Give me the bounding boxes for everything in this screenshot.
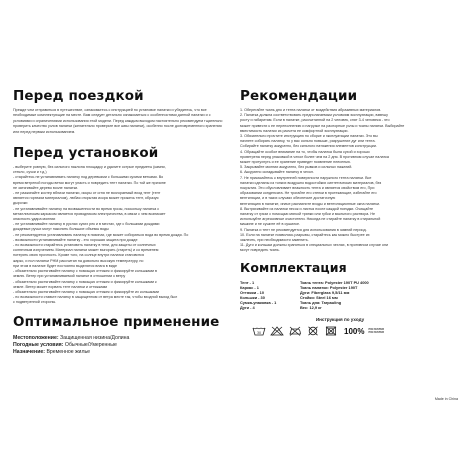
usage-value: Защищенная низина/Долина xyxy=(60,334,130,341)
text-line: вентиляцию в палатке, иначе распахните входы и вентиляционные окна палатки. xyxy=(240,201,381,206)
text-line: - не рекомендуется устанавливать палатку в низинах, где может собираться вода во время дождя. По xyxy=(13,232,189,237)
text-line: Кольшки - 30 xyxy=(240,294,265,300)
text-line: при этом в палатке будет постоянно выделятся влага в виде xyxy=(13,263,118,268)
text-line: 2. Палатка должна соответствовать предполагаемым условиям эксплуатации, взвешу xyxy=(240,113,388,118)
text-line: машине и не сушите её в сушилке. xyxy=(240,222,301,227)
text-line: Собирайте палатку аккуратно, без сильного натяжения элементов конструкции. xyxy=(240,144,377,149)
wash-30-icon xyxy=(252,326,266,336)
text-line: - не устанавливайте палатку на возвышенности во время грозы, поскольку палатка с xyxy=(13,206,160,211)
material-label xyxy=(368,328,383,334)
text-line: 5. Закрывайте молнии аккуратно, без рывков и сильных нажатий. xyxy=(240,165,353,170)
text-line: время ветреной погоды ветки могут упасть и повредить тент палатки. По той же причине xyxy=(13,180,166,185)
text-line: вместимость палатки из расчета ее комфортной эксплуатации. xyxy=(240,128,349,133)
no-tumble-dry-icon xyxy=(324,326,338,336)
text-line: палатку от грязи с помощью мягкой тряпки или губки и мыльного раствора. Не xyxy=(240,212,376,217)
usage-label: Местоположение: xyxy=(13,334,59,341)
usage-row xyxy=(13,349,225,356)
text-line: 11. Дуги и кольшки должны храниться в специальных чехлах, в противном случае они xyxy=(240,243,389,248)
text-line: 7. Не прикасайтесь к внутренней поверхности наружного тента палатки. Все xyxy=(240,175,372,180)
recommendations-title: Рекомендации xyxy=(240,88,358,104)
text-line: - по возможности старайтесь установить палатку в тени, для защиты от солнечных xyxy=(13,243,156,248)
text-line: заклеить, при необходимости заменить. xyxy=(240,238,309,243)
before-trip-title: Перед поездкой xyxy=(13,88,144,104)
no-dryclean-icon xyxy=(306,326,320,336)
care-icons-row xyxy=(252,326,460,336)
usage-list xyxy=(13,335,225,357)
text-line: - по возможности ставьте палатку в защищенном от ветра месте так, чтобы входной выход был xyxy=(13,295,178,300)
text-line: - не устанавливайте палатку в руслах сухих рек и в местах, где с большими дождями xyxy=(13,222,160,227)
kit-grid xyxy=(240,280,460,311)
text-line: Тент - 1 xyxy=(240,279,255,285)
before-trip-text: Прежде чем отправиться в путешествие, ознакомьтесь с инструкцией по установке палатки и убедитесь, что все необходимые комплектующие на месте. Вам следует детально ознакомиться с особенностями данной палатки и с условиями и ограничениями использования этой модели. Перед каждым выходом настоятельно рекомендуем тщательно проверить качество узлов палатки (желательно проверьте все швы палатки), особенно после долговременного хранения или перед первым использованием. xyxy=(13,108,223,134)
kit-title: Комплектация xyxy=(240,259,347,275)
text-line: Дуги: Fiberglass 9,5/11 мм xyxy=(300,289,350,295)
text-line: солнечным излучением. Материал палатки может выгорать (стареть) и со временем xyxy=(13,248,159,253)
text-line: может привести к ее переполнению и нагрузке на распорные узлы и тканы палатки. Выбирайте xyxy=(240,123,405,128)
text-line: 4. Обращайте особое внимание на то, чтобы палатка была сухой и хорошо xyxy=(240,149,370,154)
text-line: вентиляции, и в таких случаях обеспечьте достаточную xyxy=(240,196,336,201)
text-line: с подветренной стороны. xyxy=(13,300,57,305)
text-line: - старайтесь не устанавливать палатку под деревьями с большими сухими ветками. Во xyxy=(13,175,164,180)
text-line: - не разжигайте костер вблизи палатки, искры от огня не возгораемый вход тент (тент xyxy=(13,191,161,196)
text-line: дырочки xyxy=(13,201,28,206)
text-line: 8. Вытряхивайте из палатки песок и листья после каждой поездки. Очищайте xyxy=(240,206,374,211)
material-percent: 100% xyxy=(344,326,365,336)
text-line: проветрена перед упаковкой в чехол более чем на 2 дня. В противном случае палатка xyxy=(240,154,389,159)
text-line: Ткань дна: Tarpauling xyxy=(300,300,342,306)
before-setup-list xyxy=(13,165,225,305)
right-column xyxy=(240,88,460,336)
text-line: стекло, сучки и т.д.) xyxy=(13,170,47,175)
text-line: опасность удара молнии xyxy=(13,217,56,222)
text-line: - обязательно растягивайте палатку с помощью оттяжек и фиксируйте кольшками к xyxy=(13,279,157,284)
text-line: росту и габаритам. Если в палатке, рассчитанной на 2 человек, спят 3-4 человека - это xyxy=(240,118,390,123)
text-line: палатки сделаны из тонких воздушно водостойких синтетических материалов, без xyxy=(240,180,382,185)
material-line-1: POLYESTER xyxy=(368,328,384,332)
text-line: Ткань палатки: Polyester 190T xyxy=(300,284,358,290)
recommendations-section xyxy=(240,88,460,254)
text-line: Ткань тента: Polyester 190T PU 4000 xyxy=(300,279,369,285)
usage-value: Обычные/Умеренные xyxy=(64,341,117,348)
text-line: земле. Ветер может порвать тент палатки и оттяжками xyxy=(13,284,108,289)
text-line: Каркас - 1 xyxy=(240,284,259,290)
text-line: - обязательно растягивайте палатку с помощью оттяжек и фиксируйте кольшками в xyxy=(13,269,158,274)
text-line: Стойки: Steel 16 мм xyxy=(300,294,338,300)
text-line: металлическим каркасом является проводником электричества, в связи с чем возникает xyxy=(13,211,166,216)
usage-row xyxy=(13,342,225,349)
usage-section xyxy=(13,314,225,357)
text-line: могут повредить ткань. xyxy=(240,248,280,253)
text-line: жарко, и пол палатки РНМ рассчитан на довольно высокую температуру, но xyxy=(13,258,144,263)
text-line: Сумка-упаковка - 1 xyxy=(240,300,277,306)
before-trip-section xyxy=(13,88,225,135)
usage-label: Назначение: xyxy=(13,348,45,355)
care-section xyxy=(240,317,460,336)
text-line: 9. Палатка и тент не рекомендуется для использования в зимний период. xyxy=(240,227,367,232)
text-line: землю. Ветер при устанавливаемой палатке в отношении к ветру xyxy=(13,274,126,279)
text-line: не затягивайте дерево возле палатки. xyxy=(13,185,79,190)
no-iron-icon xyxy=(288,326,302,336)
kit-section xyxy=(240,260,460,311)
recommendations-list xyxy=(240,108,460,254)
material-line-2: POLYESTER xyxy=(368,331,384,335)
kit-materials-column xyxy=(300,280,420,311)
left-column xyxy=(13,88,225,356)
no-bleach-icon xyxy=(270,326,284,336)
usage-label: Погодные условия: xyxy=(13,341,64,348)
made-in-label: Made in China xyxy=(434,397,458,401)
text-line: 10. Если на палатке появились разрывы, старайтесь как можно быстрее их xyxy=(240,232,370,237)
text-line: 6. Аккуратно складывайте палатку в чехол. xyxy=(240,170,314,175)
text-line: 1. Оберегайте ткань дно и тента палатки от воздействия абразивных материалов. xyxy=(240,108,382,112)
usage-value: Временное жилье xyxy=(46,348,91,355)
usage-title: Оптимальное применение xyxy=(13,313,220,330)
text-line: образовании конденсата. Не трогайте его стенки в протекающие, избегайте его xyxy=(240,191,377,196)
text-line: Оттяжки - 10 xyxy=(240,289,264,295)
text-line: Вес: 12,9 кг xyxy=(300,305,322,311)
text-line: - выберите ровную, без сильного наклона площадку и удалите острые предметы (камни, xyxy=(13,165,166,170)
text-line: - возможности устанавливайте палатку - это хорошая защита при дожде xyxy=(13,237,138,242)
kit-items-column xyxy=(240,280,300,311)
text-line: является горючим материалом), любая открытая искра может прожечь тент, образуя xyxy=(13,196,159,201)
text-line: - обязательно растягивайте палатку с помощью оттяжек и фиксируйте их кольшками xyxy=(13,289,159,294)
care-title: Инструкция по уходу xyxy=(315,317,365,323)
text-line: потерять свою прочность. Кроме того, на солнце внутри палатки становится xyxy=(13,253,145,258)
before-setup-title: Перед установкой xyxy=(13,145,159,162)
usage-row xyxy=(13,335,225,342)
text-line: Дуги - 4 xyxy=(240,305,255,311)
text-line: дождевые ручьи могут накопить большие объемы воды xyxy=(13,227,109,232)
text-line: 3. Обязательно прочтите инструкцию по сборке и эксплуатации палатки. Это вы xyxy=(240,134,378,139)
text-line: может протухнуть и ее хранение приведет появление плесенью. xyxy=(240,160,351,165)
svg-text:30: 30 xyxy=(256,331,262,336)
text-line: покрытия. Это обусловливает влажность тента и является свойством его, При xyxy=(240,186,375,191)
before-setup-section xyxy=(13,145,225,305)
text-line: начнете собирать палатку, то у вас сильно повыше, разрушение дуг или тента. xyxy=(240,139,376,144)
text-line: используйте агрессивные очистители. Никогда не стирайте палатку в стиральной xyxy=(240,217,381,222)
